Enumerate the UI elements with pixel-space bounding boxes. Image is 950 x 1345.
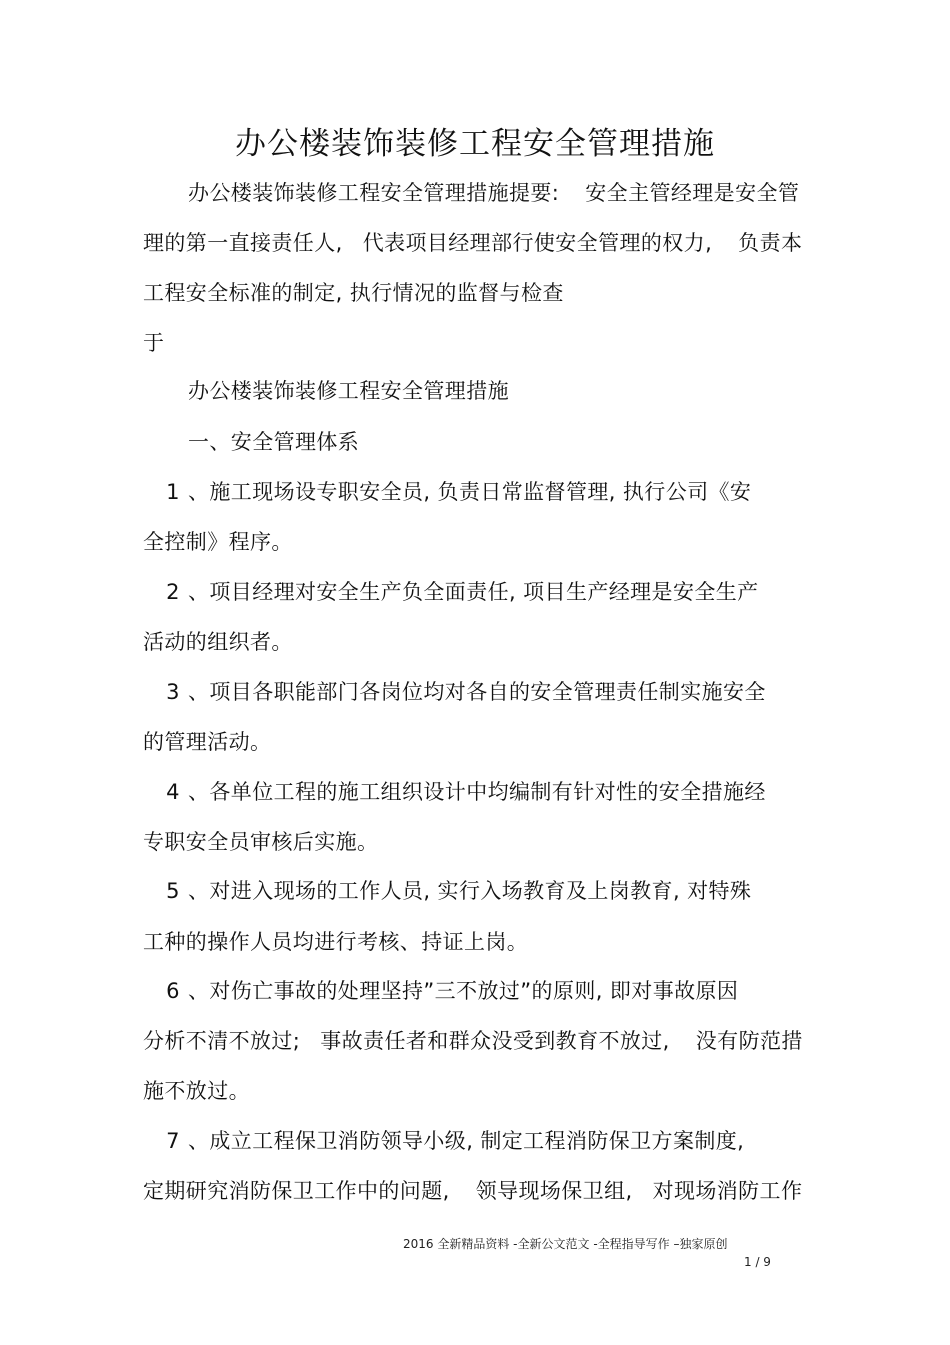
summary-line-2b: 代表项目经理部行使安全管理的权力, bbox=[362, 231, 713, 255]
summary-line-3: 工程安全标准的制定, 执行情况的监督与检查 bbox=[143, 281, 564, 305]
item-text-a: 分析不清不放过; bbox=[143, 1029, 301, 1053]
item-text: 、对进入现场的工作人员, 实行入场教育及上岗教育, 对特殊 bbox=[188, 879, 752, 903]
item-text: 、施工现场设专职安全员, 负责日常监督管理, 执行公司《安 bbox=[188, 480, 752, 504]
item-text-a: 定期研究消防保卫工作中的问题, bbox=[143, 1179, 450, 1203]
item-number: 5 bbox=[166, 879, 180, 903]
list-item-3-cont: 的管理活动。 bbox=[143, 730, 272, 754]
summary-line-2c: 负责本 bbox=[738, 231, 803, 255]
document-title: 办公楼装饰装修工程安全管理措施 bbox=[235, 126, 715, 162]
item-number: 7 bbox=[166, 1129, 180, 1153]
item-number: 4 bbox=[166, 780, 180, 804]
item-number: 2 bbox=[166, 580, 180, 604]
list-item-2 bbox=[158, 580, 759, 604]
list-item-7 bbox=[158, 1129, 744, 1153]
list-item-5-cont: 工种的操作人员均进行考核、持证上岗。 bbox=[143, 930, 529, 954]
list-item-1-cont: 全控制》程序。 bbox=[143, 530, 293, 554]
summary-line-2a: 理的第一直接责任人, bbox=[143, 231, 343, 255]
item-text-c: 对现场消防工作 bbox=[652, 1179, 803, 1203]
summary-line-4: 于 bbox=[143, 331, 165, 355]
section-heading: 一、安全管理体系 bbox=[188, 430, 360, 454]
item-number: 3 bbox=[166, 680, 180, 704]
summary-line-1 bbox=[188, 181, 799, 205]
list-item-3 bbox=[158, 680, 766, 704]
item-number: 1 bbox=[166, 480, 180, 504]
list-item-5 bbox=[158, 879, 751, 903]
footer-text: 2016 全新精品资料 -全新公文范文 -全程指导写作 –独家原创 bbox=[403, 1237, 728, 1251]
list-item-6-cont-2: 施不放过。 bbox=[143, 1079, 250, 1103]
item-text-c: 没有防范措 bbox=[695, 1029, 803, 1053]
item-text: 、对伤亡事故的处理坚持”三不放过”的原则, 即对事故原因 bbox=[188, 979, 739, 1003]
item-text: 、成立工程保卫消防领导小级, 制定工程消防保卫方案制度, bbox=[188, 1129, 745, 1153]
summary-line-2 bbox=[143, 231, 802, 255]
summary-line-1a: 办公楼装饰装修工程安全管理措施提要: bbox=[188, 181, 560, 205]
list-item-7-cont bbox=[143, 1179, 802, 1203]
list-item-6 bbox=[158, 979, 738, 1003]
list-item-2-cont: 活动的组织者。 bbox=[143, 630, 293, 654]
item-number: 6 bbox=[166, 979, 180, 1003]
item-text: 、项目各职能部门各岗位均对各自的安全管理责任制实施安全 bbox=[188, 680, 766, 704]
summary-line-1b: 安全主管经理是安全管 bbox=[585, 181, 800, 205]
list-item-6-cont bbox=[143, 1029, 803, 1053]
page-number: 1 / 9 bbox=[744, 1255, 771, 1269]
list-item-4 bbox=[158, 780, 766, 804]
item-text: 、项目经理对安全生产负全面责任, 项目生产经理是安全生产 bbox=[188, 580, 759, 604]
subtitle: 办公楼装饰装修工程安全管理措施 bbox=[188, 379, 509, 403]
item-text: 、各单位工程的施工组织设计中均编制有针对性的安全措施经 bbox=[188, 780, 766, 804]
list-item-1 bbox=[158, 480, 751, 504]
item-text-b: 事故责任者和群众没受到教育不放过, bbox=[320, 1029, 670, 1053]
list-item-4-cont: 专职安全员审核后实施。 bbox=[143, 830, 379, 854]
item-text-b: 领导现场保卫组, bbox=[475, 1179, 633, 1203]
